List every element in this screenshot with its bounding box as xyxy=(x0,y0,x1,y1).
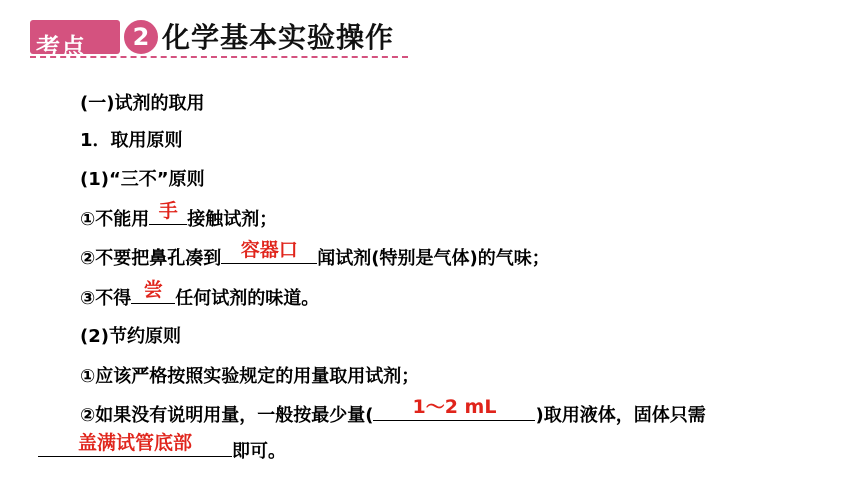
rule-1: ①不能用 手 接触试剂； xyxy=(80,205,277,231)
section-header xyxy=(30,14,408,61)
answer-4: 1～2 mL xyxy=(412,396,497,418)
blank-3 xyxy=(131,279,175,304)
rule-3: ③不得 尝 任何试剂的味道。 xyxy=(80,284,319,310)
kaodian-label: 考点 xyxy=(36,33,86,61)
topic-number: 2 xyxy=(122,18,160,56)
heading-principles: 1．取用原则 xyxy=(80,130,183,151)
heading-saving: (2)节约原则 xyxy=(80,326,181,347)
answer-2: 容器口 xyxy=(240,239,298,261)
saving-rule-2-cont: 盖满试管底部 即可。 xyxy=(38,437,286,463)
saving-rule-2: ②如果没有说明用量，一般按最少量( 1～2 mL )取用液体，固体只需 xyxy=(80,401,706,427)
header-divider xyxy=(30,56,408,58)
saving-rule-1: ①应该严格按照实验规定的用量取用试剂； xyxy=(80,366,420,387)
answer-5: 盖满试管底部 xyxy=(77,432,192,454)
heading-three-nots: (1)“三不”原则 xyxy=(80,169,205,190)
blank-4 xyxy=(373,396,535,421)
section-title: 化学基本实验操作 xyxy=(162,21,395,54)
answer-1: 手 xyxy=(158,200,178,222)
rule-2: ②不要把鼻孔凑到 容器口 闻试剂(特别是气体)的气味； xyxy=(80,244,550,270)
answer-3: 尝 xyxy=(143,279,163,301)
blank-1 xyxy=(149,200,187,225)
heading-reagent-use: (一)试剂的取用 xyxy=(80,93,205,114)
blank-2 xyxy=(221,239,317,264)
kaodian-badge xyxy=(30,20,120,61)
